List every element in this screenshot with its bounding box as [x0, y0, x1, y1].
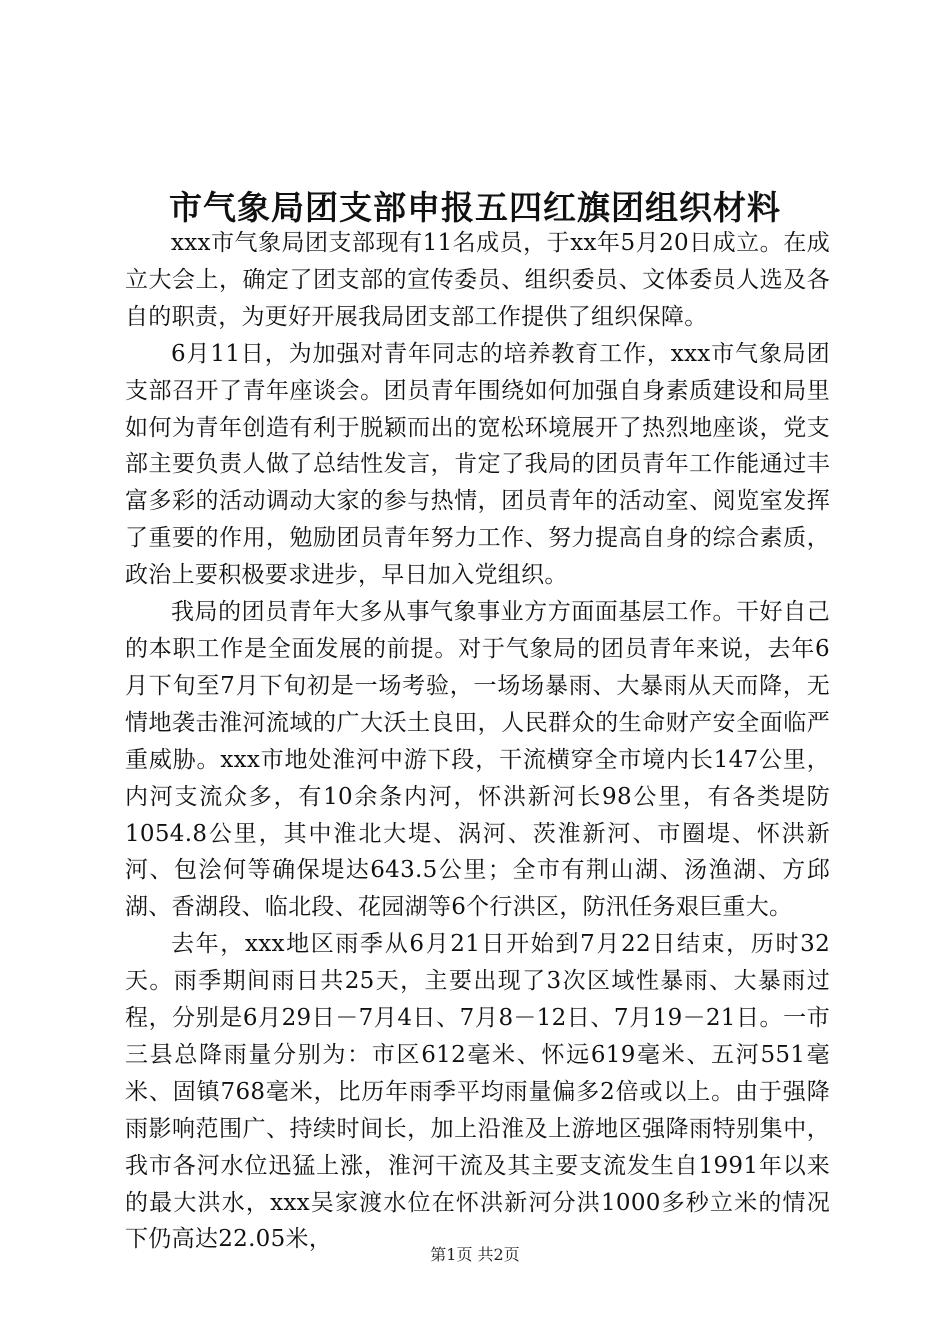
paragraph-3: 我局的团员青年大多从事气象事业方方面面基层工作。干好自己的本职工作是全面发展的前提。对于气象局的团员青年来说，去年6月下旬至7月下旬初是一场考验，一场场暴雨、大暴雨从天而降，无情地袭击淮河流域的广大沃土良田，人民群众的生命财产安全面临严重威胁。xxx市地处淮河中游下段，干流横穿全市境内长147公里，内河支流众多，有10余条内河，怀洪新河长98公里，有各类堤防1054.8公里，其中淮北大堤、涡河、茨淮新河、市圈堤、怀洪新河、包浍何等确保堤达643.5公里；全市有荆山湖、汤渔湖、方邱湖、香湖段、临北段、花园湖等6个行洪区，防汛任务艰巨重大。: [125, 599, 830, 921]
document-title: 市气象局团支部申报五四红旗团组织材料: [169, 188, 781, 227]
document-body: [125, 225, 830, 1258]
page-number-footer: 第1页 共2页: [430, 1245, 520, 1264]
paragraph-4: 去年，xxx地区雨季从6月21日开始到7月22日结束，历时32天。雨季期间雨日共25天，主要出现了3次区域性暴雨、大暴雨过程，分别是6月29日－7月4日、7月8－12日、7月19－21日。一市三县总降雨量分别为：市区612毫米、怀远619毫米、五河551毫米、固镇768毫米，比历年雨季平均雨量偏多2倍或以上。由于强降雨影响范围广、持续时间长，加上沿淮及上游地区强降雨特别集中，我市各河水位迅猛上涨，淮河干流及其主要支流发生自1991年以来的最大洪水，xxx吴家渡水位在怀洪新河分洪1000多秒立米的情况下仍高达22.05米，: [125, 931, 830, 1253]
paragraph-2: 6月11日，为加强对青年同志的培养教育工作，xxx市气象局团支部召开了青年座谈会。团员青年围绕如何加强自身素质建设和局里如何为青年创造有利于脱颖而出的宽松环境展开了热烈地座谈，党支部主要负责人做了总结性发言，肯定了我局的团员青年工作能通过丰富多彩的活动调动大家的参与热情，团员青年的活动室、阅览室发挥了重要的作用，勉励团员青年努力工作、努力提高自身的综合素质，政治上要积极要求进步，早日加入党组织。: [125, 340, 830, 589]
paragraph-1: xxx市气象局团支部现有11名成员，于xx年5月20日成立。在成立大会上，确定了团支部的宣传委员、组织委员、文体委员人选及各自的职责，为更好开展我局团支部工作提供了组织保障。: [125, 230, 830, 330]
